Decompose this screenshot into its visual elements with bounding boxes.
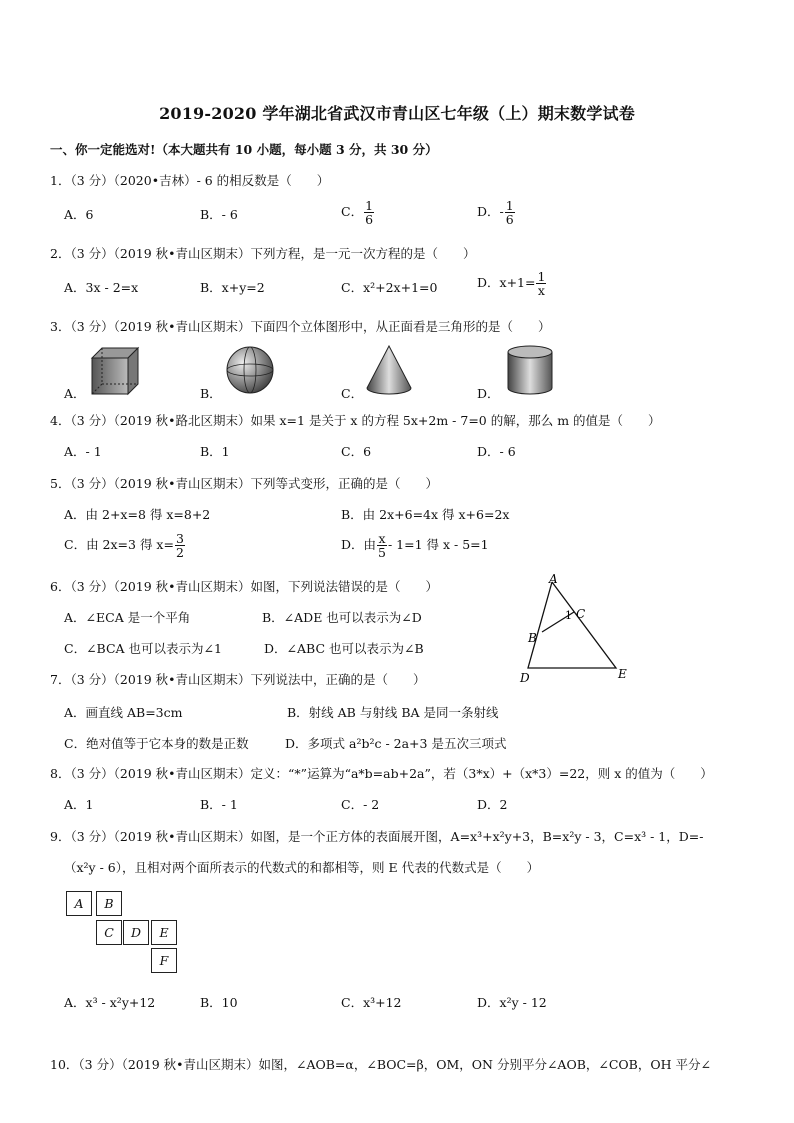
q2-d-denominator: x — [537, 283, 545, 299]
q2-option-d — [477, 270, 547, 297]
q1-option-c-fraction — [364, 199, 374, 226]
q5-option-d — [341, 532, 489, 559]
q1-d-denominator: 6 — [505, 212, 514, 228]
net-cell-d: D — [123, 920, 149, 945]
q7-option-d: D．多项式 a²b²c - 2a+3 是五次三项式 — [285, 736, 507, 751]
question-7-stem: 7．（3 分）（2019 秋•青山区期末）下列说法中，正确的是（ ） — [50, 672, 426, 687]
q5-option-b: B．由 2x+6=4x 得 x+6=2x — [341, 507, 510, 522]
q8-option-b: B．- 1 — [200, 797, 238, 812]
q1-c-numerator: 1 — [365, 198, 374, 213]
cone-figure — [364, 344, 414, 396]
question-10-stem: 10．（3 分）（2019 秋•青山区期末）如图，∠AOB=α，∠BOC=β，OM，ON 分别平分∠AOB，∠COB，OH 平分∠ — [50, 1057, 711, 1072]
q1-option-b: B．- 6 — [200, 207, 238, 222]
q8-option-a: A．1 — [64, 797, 94, 812]
triangle-figure — [515, 572, 635, 684]
q1-c-denominator: 6 — [365, 212, 374, 228]
question-1-stem: 1．（3 分）（2020•吉林）- 6 的相反数是（ ） — [50, 173, 330, 188]
q5-c-numerator: 3 — [175, 531, 184, 546]
q1-option-c — [341, 199, 375, 226]
section-heading: 一、你一定能选对!（本大题共有 10 小题，每小题 3 分，共 30 分） — [50, 142, 438, 157]
q9-option-b: B．10 — [200, 995, 238, 1010]
q9-option-c: C．x³+12 — [341, 995, 402, 1010]
q7-option-b: B．射线 AB 与射线 BA 是同一条射线 — [287, 705, 499, 720]
question-9-stem-line2: （x²y - 6），且相对两个面所表示的代数式的和都相等，则 E 代表的代数式是（ ） — [64, 860, 540, 875]
q2-option-d-fraction — [536, 270, 546, 297]
net-cell-b: B — [96, 891, 122, 916]
q3-option-a: A． — [64, 386, 86, 401]
q3-option-c: C． — [341, 386, 364, 401]
q5-option-c-prefix: C．由 2x=3 得 x= — [64, 537, 174, 553]
net-cell-e: E — [151, 920, 177, 945]
q2-option-b: B．x+y=2 — [200, 280, 265, 295]
fig-label-e: E — [618, 667, 627, 681]
q6-option-a: A．∠ECA 是一个平角 — [64, 610, 191, 625]
fig-label-angle-1: 1 — [565, 609, 572, 622]
q5-option-a: A．由 2+x=8 得 x=8+2 — [64, 507, 211, 522]
q4-option-c: C．6 — [341, 444, 372, 459]
q2-d-numerator: 1 — [537, 269, 546, 284]
fig-label-a: A — [549, 572, 558, 586]
question-6-stem: 6．（3 分）（2019 秋•青山区期末）如图，下列说法错误的是（ ） — [50, 579, 439, 594]
cube-figure — [88, 344, 142, 396]
question-9-stem-line1: 9．（3 分）（2019 秋•青山区期末）如图，是一个正方体的表面展开图，A=x³+x²y+3，B=x²y - 3，C=x³ - 1，D=- — [50, 829, 704, 844]
q4-option-d: D．- 6 — [477, 444, 516, 459]
q2-option-a: A．3x - 2=x — [64, 280, 139, 295]
q1-option-c-prefix: C． — [341, 204, 364, 220]
page-title: 2019-2020 学年湖北省武汉市青山区七年级（上）期末数学试卷 — [159, 104, 635, 123]
q1-option-d-fraction — [505, 199, 515, 226]
fig-label-c: C — [576, 607, 586, 621]
q5-option-d-prefix: D．由 — [341, 537, 377, 553]
q6-option-b: B．∠ADE 也可以表示为∠D — [262, 610, 422, 625]
q7-option-c: C．绝对值等于它本身的数是正数 — [64, 736, 249, 751]
sphere-figure — [224, 345, 276, 395]
q1-option-d — [477, 199, 516, 226]
q5-option-c — [64, 532, 186, 559]
q1-option-a: A．6 — [64, 207, 94, 222]
q9-option-d: D．x²y - 12 — [477, 995, 547, 1010]
question-5-stem: 5．（3 分）（2019 秋•青山区期末）下列等式变形，正确的是（ ） — [50, 476, 439, 491]
question-4-stem: 4．（3 分）（2019 秋•路北区期末）如果 x=1 是关于 x 的方程 5x+2m - 7=0 的解，那么 m 的值是（ ） — [50, 413, 661, 428]
question-2-stem: 2．（3 分）（2019 秋•青山区期末）下列方程，是一元一次方程的是（ ） — [50, 246, 476, 261]
q5-option-c-fraction — [175, 532, 185, 559]
cylinder-figure — [505, 344, 555, 396]
q9-option-a: A．x³ - x²y+12 — [64, 995, 156, 1010]
q1-option-d-prefix: D．- — [477, 204, 504, 220]
net-cell-f: F — [151, 948, 177, 973]
q3-option-d: D． — [477, 386, 500, 401]
question-8-stem: 8．（3 分）（2019 秋•青山区期末）定义：“*”运算为“a*b=ab+2a”，若（3*x）+（x*3）=22，则 x 的值为（ ） — [50, 766, 713, 781]
q6-option-d: D．∠ABC 也可以表示为∠B — [264, 641, 424, 656]
q1-d-numerator: 1 — [505, 198, 514, 213]
q5-option-d-fraction — [377, 532, 387, 559]
fig-label-d: D — [520, 671, 530, 684]
q4-option-a: A．- 1 — [64, 444, 102, 459]
q3-option-b: B． — [200, 386, 222, 401]
q4-option-b: B．1 — [200, 444, 230, 459]
q5-d-numerator: x — [378, 531, 386, 546]
q2-option-c: C．x²+2x+1=0 — [341, 280, 438, 295]
fig-label-b: B — [528, 631, 537, 645]
q5-option-d-suffix: - 1=1 得 x - 5=1 — [387, 537, 489, 553]
net-cell-c: C — [96, 920, 122, 945]
q8-option-d: D．2 — [477, 797, 508, 812]
q2-option-d-prefix: D．x+1= — [477, 275, 536, 291]
q5-d-denominator: 5 — [378, 545, 386, 561]
net-cell-a: A — [66, 891, 92, 916]
q5-c-denominator: 2 — [175, 545, 184, 561]
q8-option-c: C．- 2 — [341, 797, 380, 812]
q6-option-c: C．∠BCA 也可以表示为∠1 — [64, 641, 222, 656]
question-3-stem: 3．（3 分）（2019 秋•青山区期末）下面四个立体图形中，从正面看是三角形的是（ ） — [50, 319, 551, 334]
q7-option-a: A．画直线 AB=3cm — [64, 705, 183, 720]
